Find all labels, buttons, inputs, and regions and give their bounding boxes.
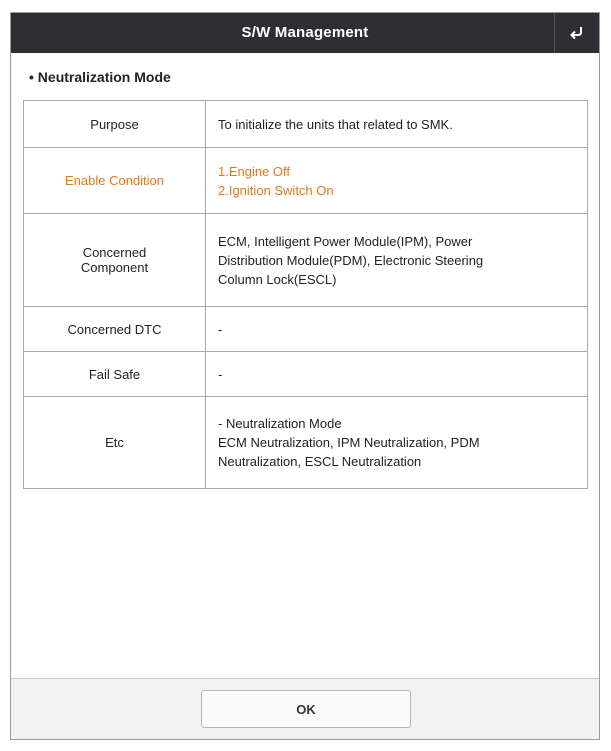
row-value-fail-safe [206,352,588,397]
value-line: Neutralization, ESCL Neutralization [218,454,422,469]
section-title: • Neutralization Mode [29,69,171,85]
table-row-etc [24,397,588,489]
dialog-footer [11,678,599,739]
row-label-etc: Etc [24,397,206,489]
row-label-concerned-dtc: Concerned DTC [24,307,206,352]
return-arrow-icon [568,24,586,42]
label-line: Concerned [82,245,147,260]
value-line: ECM, Intelligent Power Module(IPM), Power [218,233,473,249]
value-line: 1.Engine Off [218,163,291,179]
row-value-concerned-component [206,214,588,307]
ok-button[interactable]: OK [201,690,411,728]
table-row-concerned-dtc [24,307,588,352]
row-label-concerned-component [24,214,206,307]
row-value-etc [206,397,588,489]
info-table [23,100,588,489]
sw-management-window [10,12,600,740]
row-value-purpose [206,101,588,148]
value-line: - [218,366,223,382]
table-row-concerned-component [24,214,588,307]
label-line: Component [80,260,149,275]
value-line: - Neutralization Mode [218,416,342,431]
value-line: Distribution Module(PDM), Electronic Steering [218,252,484,268]
value-line: 2.Ignition Switch On [218,182,334,198]
table-row-fail-safe [24,352,588,397]
value-line: ECM Neutralization, IPM Neutralization, PDM [218,435,480,450]
back-button[interactable] [554,13,599,53]
value-line: - [218,321,223,337]
title-bar [11,13,599,53]
value-line: Column Lock(ESCL) [218,271,337,287]
row-label-purpose: Purpose [24,101,206,148]
value-line: To initialize the units that related to SMK. [218,116,453,132]
row-value-enable-condition [206,148,588,214]
table-row-purpose [24,101,588,148]
window-title: S/W Management [241,24,369,41]
row-label-fail-safe: Fail Safe [24,352,206,397]
row-label-enable-condition: Enable Condition [24,148,206,214]
row-value-concerned-dtc [206,307,588,352]
table-row-enable-condition [24,148,588,214]
